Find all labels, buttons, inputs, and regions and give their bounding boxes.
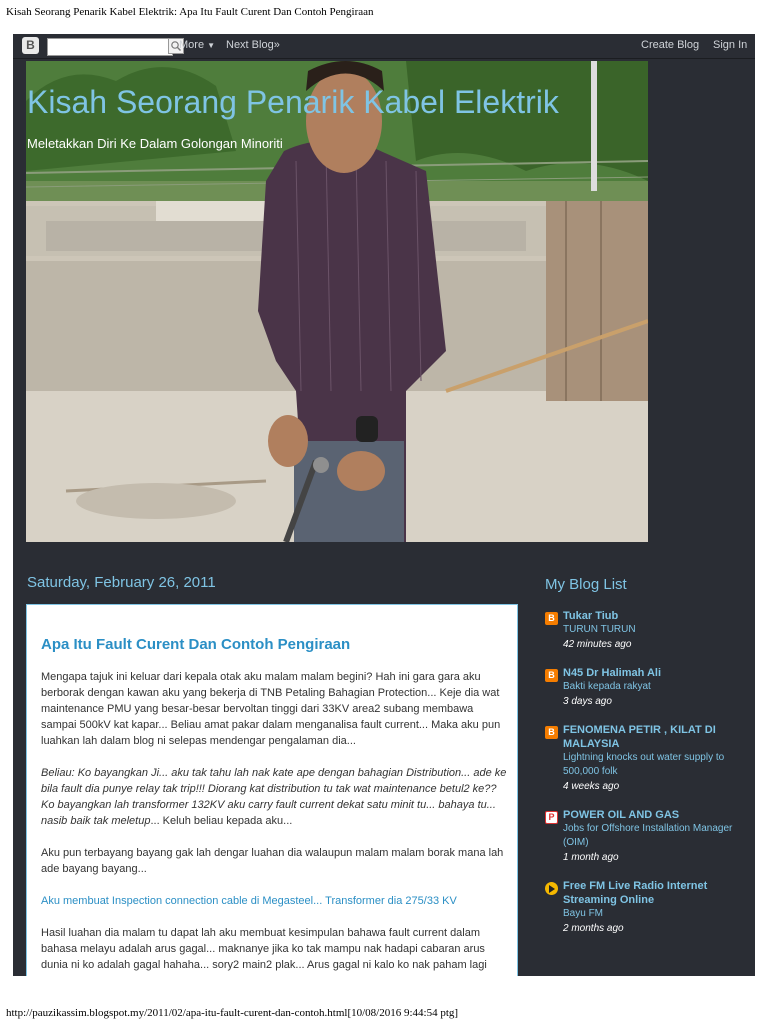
post-image-caption-link[interactable]: Aku membuat Inspection connection cable di Megasteel... Transformer dia 275/33 KV — [41, 895, 457, 907]
blog-list-item-title[interactable]: POWER OIL AND GAS — [563, 809, 680, 821]
post-card — [26, 604, 518, 976]
blog-list-item-post[interactable]: Bakti kepada rakyat — [563, 681, 651, 692]
more-menu[interactable]: More ▼ — [179, 39, 216, 51]
blog-list-item-title[interactable]: Tukar Tiub — [563, 610, 619, 622]
blog-list-title: My Blog List — [545, 576, 627, 593]
post-paragraph: Mengapa tajuk ini keluar dari kepala otak aku malam malam begini? Hah ini gara gara aku berborak dengan kawan aku yang bekerja di TNB Petaling Bahagian Protection... Keje dia wat maintenance PMU yang besar-besar bervoltan tinggi dari 33KV area2 subang membawa sampai 500kV kat kapar... Beliau amat pakar dalam menganalisa fault current... Maka aku pun luahkan lah dalam blog ni selepas mendengar pengalaman dia... — [41, 671, 501, 747]
blog-list-item-post[interactable]: Jobs for Offshore Installation Manager (OIM) — [563, 823, 733, 848]
pinterest-icon: P — [545, 811, 558, 824]
blog-description: Meletakkan Diri Ke Dalam Golongan Minoriti — [27, 136, 283, 151]
blog-list-item — [545, 666, 745, 709]
blog-list — [545, 609, 745, 950]
chevron-down-icon: ▼ — [207, 41, 216, 50]
blogger-icon: B — [545, 612, 558, 625]
sign-in-link[interactable]: Sign In — [713, 39, 748, 51]
post-paragraph: Hasil luahan dia malam tu dapat lah aku membuat kesimpulan bahawa fault current dalam bahasa melayu adalah arus gagal... maknanye jika ko tak mampu nak hadapi cabaran arus dunia ni ko adalah gagal hahaha... sory2 main2 plak... Arus gagal ni kalo ko nak paham lagi — [41, 927, 487, 971]
blogger-icon: B — [545, 726, 558, 739]
post-body — [41, 669, 507, 976]
blog-list-item-time: 2 months ago — [563, 923, 624, 934]
blog-page — [13, 34, 755, 976]
blog-list-item-post[interactable]: Lightning knocks out water supply to 500,000 folk — [563, 752, 725, 777]
blog-title[interactable]: Kisah Seorang Penarik Kabel Elektrik — [27, 84, 559, 120]
create-blog-link[interactable]: Create Blog — [641, 39, 700, 51]
post-quote-italic: Beliau: Ko bayangkan Ji... aku tak tahu lah nak kate ape dengan bahagian Distribution... ade ke bila fault dia punye relay tak trip!!! Diorang kat distribution tu tak wat maintenance betul2 ke?? Ko bayangkan lah transformer 132KV aku carry fault current dekat satu minit tu... bahaya tu... nasib baik tak meletup — [41, 767, 507, 827]
blog-list-item-title[interactable]: N45 Dr Halimah Ali — [563, 667, 662, 679]
navbar-search-input[interactable] — [47, 38, 173, 56]
blog-list-item-title[interactable]: Free FM Live Radio Internet Streaming Online — [563, 880, 708, 906]
post-paragraph: Aku pun terbayang bayang gak lah dengar luahan dia walaupun malam malam borak mana lah ade bayang bayang... — [41, 847, 504, 875]
post-title[interactable]: Apa Itu Fault Curent Dan Contoh Pengiraan — [41, 636, 351, 653]
post-quote-tail: ... Keluh beliau kepada aku... — [150, 815, 293, 827]
blog-list-item — [545, 808, 745, 865]
next-blog-link[interactable]: Next Blog» — [226, 39, 280, 51]
document-title: Kisah Seorang Penarik Kabel Elektrik: Apa Itu Fault Curent Dan Contoh Pengiraan — [6, 6, 374, 18]
blogger-navbar — [13, 34, 755, 59]
blog-list-item-time: 4 weeks ago — [563, 781, 620, 792]
page-url-footer: http://pauzikassim.blogspot.my/2011/02/apa-itu-fault-curent-dan-contoh.html[10/08/2016 9:44:54 ptg] — [6, 1007, 459, 1019]
blog-list-item — [545, 609, 745, 652]
blog-list-item-time: 42 minutes ago — [563, 639, 632, 650]
blog-list-item-time: 1 month ago — [563, 852, 619, 863]
blog-list-item-post[interactable]: TURUN TURUN — [563, 624, 636, 635]
blog-list-item-post[interactable]: Bayu FM — [563, 908, 604, 919]
blog-list-item-time: 3 days ago — [563, 696, 612, 707]
blogger-logo-icon[interactable]: B — [22, 37, 39, 54]
blogger-icon: B — [545, 669, 558, 682]
radio-play-icon — [545, 882, 558, 895]
blog-list-item — [545, 879, 745, 936]
blog-list-item-title[interactable]: FENOMENA PETIR , KILAT DI MALAYSIA — [563, 724, 716, 750]
header-photo — [26, 61, 648, 542]
post-date-header: Saturday, February 26, 2011 — [27, 574, 216, 591]
blog-list-item — [545, 723, 745, 794]
post-quote — [41, 765, 507, 829]
